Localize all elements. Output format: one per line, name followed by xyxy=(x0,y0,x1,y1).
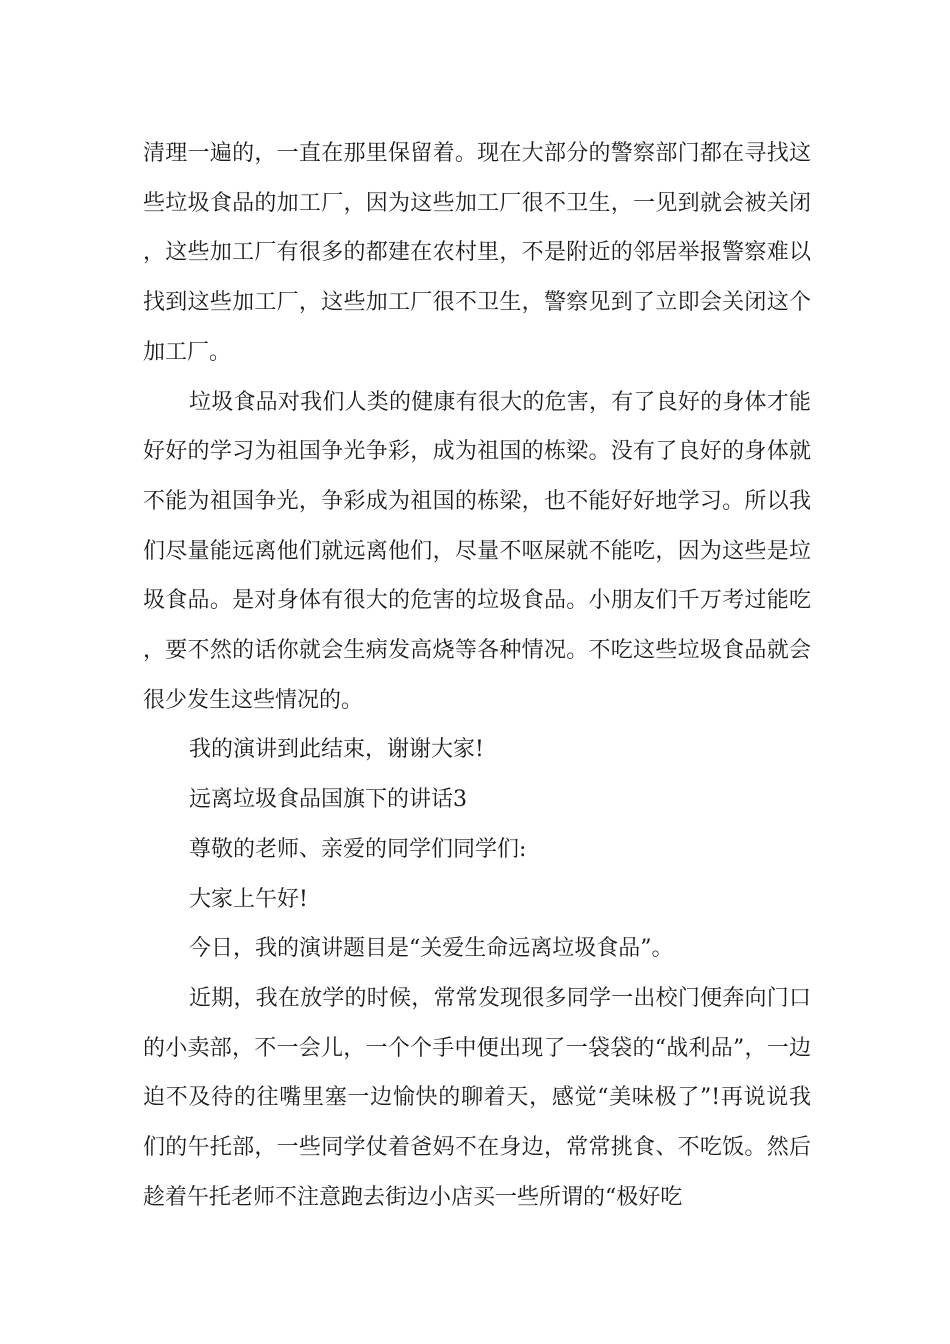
section-title: 远离垃圾食品国旗下的讲话3 xyxy=(189,787,467,813)
document-body xyxy=(143,129,811,1222)
paragraph: 垃圾食品对我们人类的健康有很大的危害，有了良好的身体才能好好的学习为祖国争光争彩，成为祖国的栋梁。没有了良好的身体就不能为祖国争光，争彩成为祖国的栋梁，也不能好好地学习。所以我们尽量能远离他们就远离他们，尽量不呕屎就不能吃，因为这些是垃圾食品。是对身体有很大的危害的垃圾食品。小朋友们千万考过能吃，要不然的话你就会生病发高烧等各种情况。不吃这些垃圾食品就会很少发生这些情况的。 xyxy=(143,389,811,713)
paragraph: 我的演讲到此结束，谢谢大家! xyxy=(189,737,484,763)
paragraph: 今日，我的演讲题目是“关爱生命远离垃圾食品”。 xyxy=(189,936,674,962)
paragraph: 近期，我在放学的时候，常常发现很多同学一出校门便奔向门口的小卖部，不一会儿，一个个手中便出现了一袋袋的“战利品”，一边迫不及待的往嘴里塞一边愉快的聊着天，感觉“美味极了”!再说说我们的午托部，一些同学仗着爸妈不在身边，常常挑食、不吃饭。然后趁着午托老师不注意跑去街边小店买一些所谓的“极好吃 xyxy=(143,985,811,1210)
paragraph: 清理一遍的，一直在那里保留着。现在大部分的警察部门都在寻找这些垃圾食品的加工厂，因为这些加工厂很不卫生，一见到就会被关闭，这些加工厂有很多的都建在农村里，不是附近的邻居举报警察难以找到这些加工厂，这些加工厂很不卫生，警察见到了立即会关闭这个加工厂。 xyxy=(143,141,811,365)
salutation: 尊敬的老师、亲爱的同学们同学们: xyxy=(189,836,527,862)
greeting: 大家上午好! xyxy=(189,886,308,912)
